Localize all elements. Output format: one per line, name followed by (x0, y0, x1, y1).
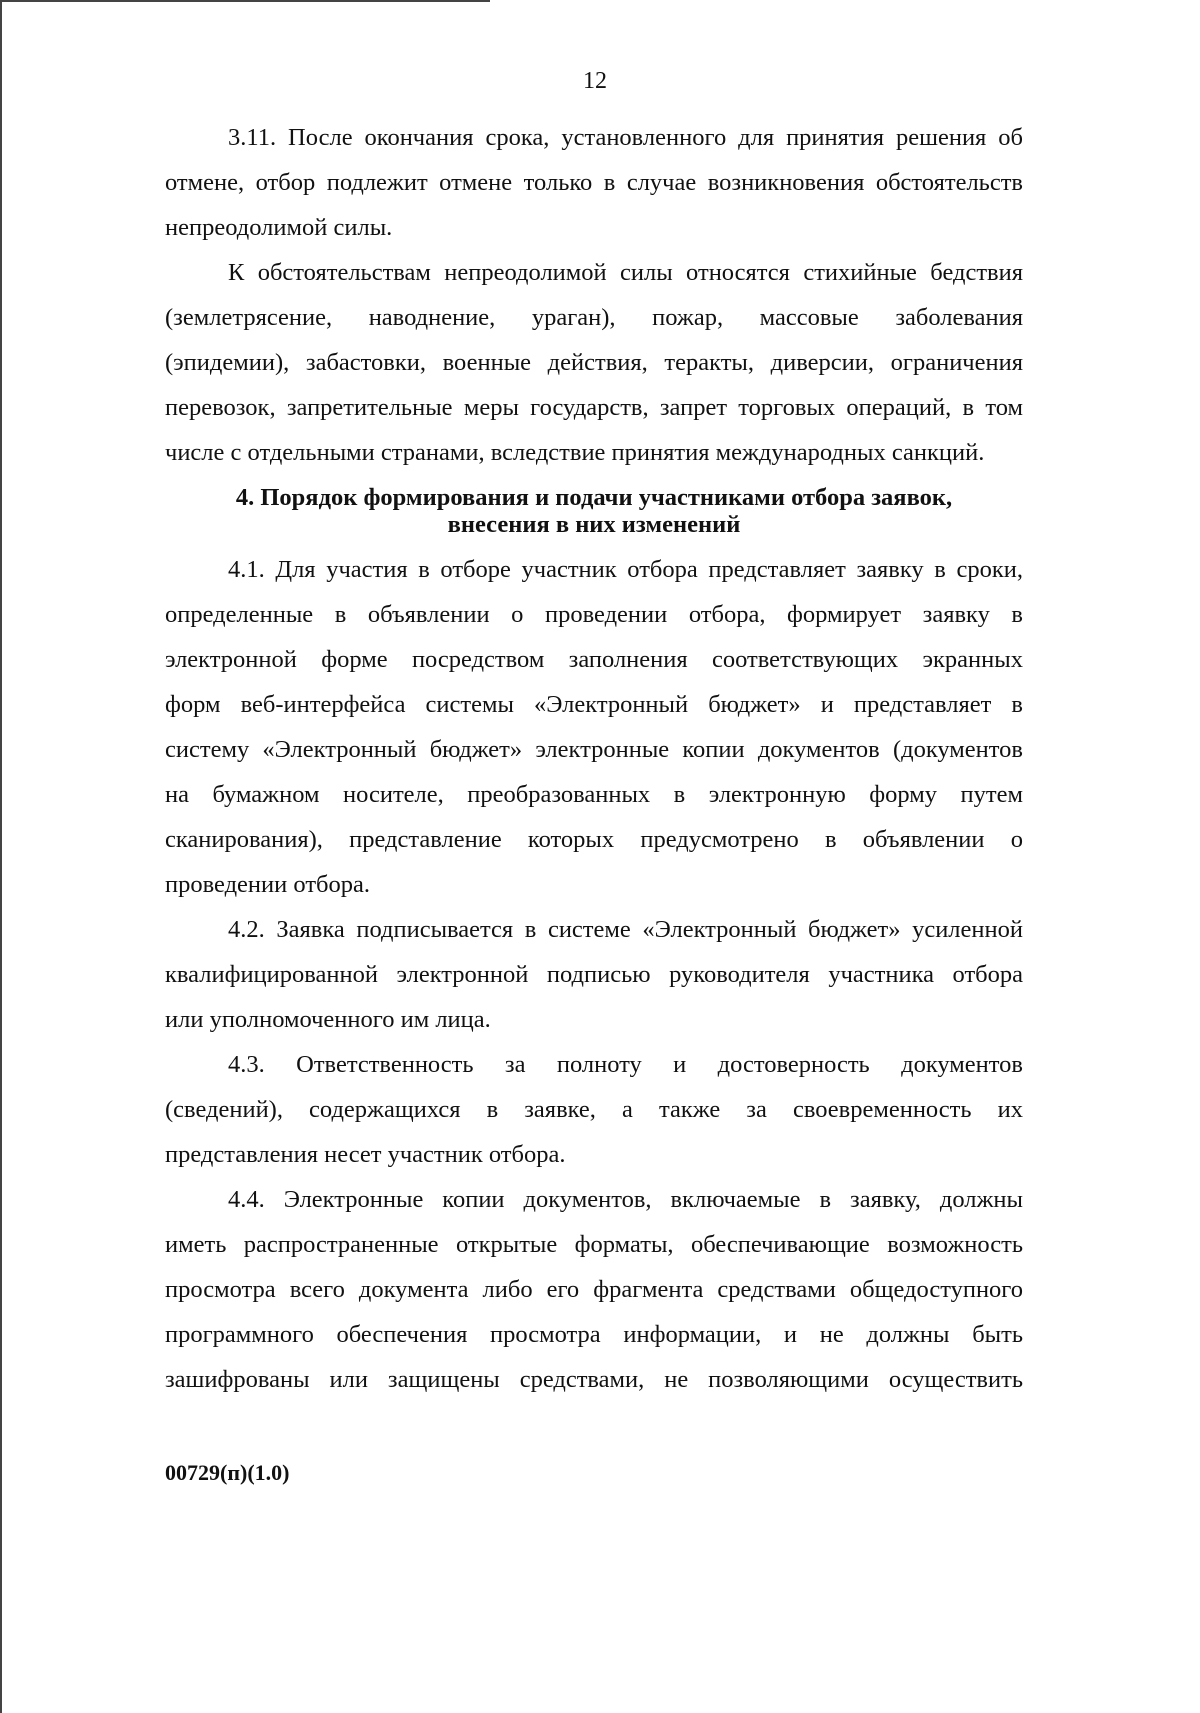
text-line: проведении отбора. (165, 871, 370, 898)
text-line: систему «Электронный бюджет» электронные копии документов (документов (165, 736, 1023, 763)
document-code: 00729(п)(1.0) (165, 1460, 290, 1485)
text-line: квалифицированной электронной подписью руководителя участника отбора (165, 961, 1023, 988)
text-line: (эпидемии), забастовки, военные действия, теракты, диверсии, ограничения (165, 349, 1023, 376)
text-line: зашифрованы или защищены средствами, не позволяющими осуществить (165, 1366, 1023, 1393)
text-line: представления несет участник отбора. (165, 1141, 566, 1168)
paragraph (165, 115, 1023, 250)
text-line: электронной форме посредством заполнения соответствующих экранных (165, 646, 1023, 673)
text-line: на бумажном носителе, преобразованных в электронную форму путем (165, 781, 1023, 808)
text-line: 4.4. Электронные копии документов, включаемые в заявку, должны (228, 1186, 1023, 1213)
paragraph (165, 907, 1023, 1042)
text-line: (землетрясение, наводнение, ураган), пожар, массовые заболевания (165, 304, 1023, 331)
section-heading (165, 475, 1023, 547)
page-number: 12 (583, 68, 607, 94)
text-line: 3.11. После окончания срока, установленного для принятия решения об (228, 124, 1023, 151)
text-line: (сведений), содержащихся в заявке, а также за своевременность их (165, 1096, 1023, 1123)
text-line: числе с отдельными странами, вследствие принятия международных санкций. (165, 439, 985, 466)
text-line: просмотра всего документа либо его фрагмента средствами общедоступного (165, 1276, 1023, 1303)
text-line: внесения в них изменений (447, 511, 741, 538)
scan-edge-left (0, 0, 2, 1713)
text-line: отмене, отбор подлежит отмене только в случае возникновения обстоятельств (165, 169, 1023, 196)
text-line: непреодолимой силы. (165, 214, 393, 241)
text-line: К обстоятельствам непреодолимой силы относятся стихийные бедствия (228, 259, 1023, 286)
text-line: 4. Порядок формирования и подачи участниками отбора заявок, (235, 484, 953, 511)
text-line: перевозок, запретительные меры государств, запрет торговых операций, в том (165, 394, 1023, 421)
text-line: программного обеспечения просмотра информации, и не должны быть (165, 1321, 1023, 1348)
text-line: 4.2. Заявка подписывается в системе «Электронный бюджет» усиленной (228, 916, 1023, 943)
text-line: 4.3. Ответственность за полноту и достоверность документов (228, 1051, 1023, 1078)
text-line: или уполномоченного им лица. (165, 1006, 491, 1033)
paragraph (165, 547, 1023, 907)
text-line: определенные в объявлении о проведении отбора, формирует заявку в (165, 601, 1023, 628)
text-line: 4.1. Для участия в отборе участник отбора представляет заявку в сроки, (228, 556, 1023, 583)
paragraph (165, 1177, 1023, 1402)
paragraph (165, 250, 1023, 475)
text-line: сканирования), представление которых предусмотрено в объявлении о (165, 826, 1023, 853)
scan-edge-top (0, 0, 490, 2)
text-line: иметь распространенные открытые форматы, обеспечивающие возможность (165, 1231, 1023, 1258)
document-body (165, 115, 1023, 1402)
paragraph (165, 1042, 1023, 1177)
text-line: форм веб-интерфейса системы «Электронный бюджет» и представляет в (165, 691, 1023, 718)
